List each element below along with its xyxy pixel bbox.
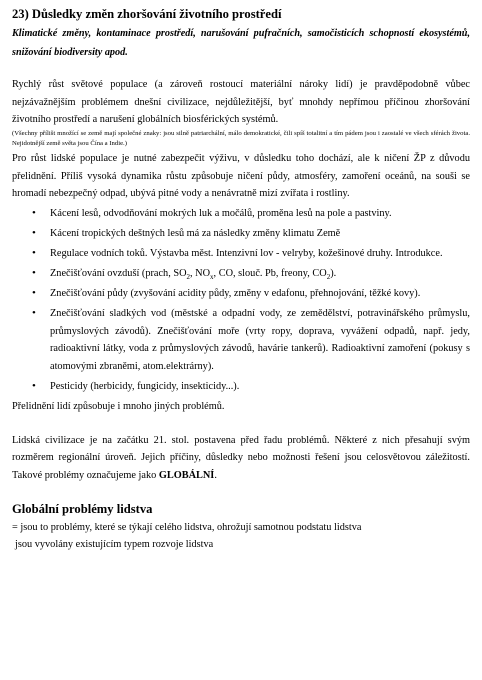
list-item: • Regulace vodních toků. Výstavba měst. Intenzivní lov - velryby, kožešinové druhy. Introdukce. — [12, 245, 470, 263]
list-item: • Znečišťování půdy (zvyšování acidity půdy, změny v edafonu, přehnojování, těžké kovy). — [12, 285, 470, 303]
definition-line: = jsou to problémy, které se týkají celého lidstva, ohrožují samotnou podstatu lidstva — [12, 521, 362, 533]
list-item: • Pesticidy (herbicidy, fungicidy, insekticidy...). — [12, 378, 470, 396]
bullet-list — [12, 205, 470, 396]
bullet-icon: • — [32, 380, 36, 393]
civilization-paragraph: Lidská civilizace je na začátku 21. stol. postavena před řadu problémů. Některé z nich přesahují svým rozměrem regionální úroveň. Jejich příčiny, důsledky nebo možnosti řešení jsou celosvětovou záležitostí. Takové problémy označujeme jako GLOBÁLNÍ. — [12, 434, 470, 481]
bullet-icon: • — [32, 307, 36, 320]
section-heading: Globální problémy lidstva — [12, 501, 153, 516]
list-item: • Kácení lesů, odvodňování mokrých luk a močálů, proměna lesů na pole a pastviny. — [12, 205, 470, 223]
intro-paragraph: Rychlý růst světové populace (a zároveň rostoucí materiální nároky lidí) je pravděpodobně vůbec nejzávažnějším problémem dnešní civilizace, nejdůležitější, byť mnohdy nepřímou příčinou zhoršování životního prostředí a narušení globálních biosférických systémů. — [12, 79, 470, 126]
definition-line: jsou vyvolány existujícím typem rozvoje lidstva — [15, 539, 214, 551]
list-item: • Znečišťování ovzduší (prach, $SO_2$, $NO_x$, CO, slouč. Pb, freony, $CO_2$). — [32, 267, 337, 282]
bullet-icon: • — [32, 226, 36, 239]
global-keyword: GLOBÁLNÍ — [158, 469, 215, 481]
bullet-icon: • — [32, 287, 36, 300]
document-page — [12, 6, 470, 554]
page-title: 23) Důsledky změn zhoršování životního prostředí — [12, 7, 282, 21]
bullet-icon: • — [32, 206, 36, 219]
list-item: • Znečišťování sladkých vod (městské a odpadní vody, ze zemědělství, potravinářského průmyslu, průmyslových závodů). Znečišťování moře (vrty ropy, doprava, vyvážení odpadů, např. jedy, radioaktivní látky, voda z průmyslových závodů, havárie tankerů). Radioaktivní zamoření (pokusy s atomovými zbraněmi, atom.elektrárny). — [32, 307, 470, 372]
list-item: • Kácení tropických deštných lesů má za následky změny klimatu Země — [12, 225, 470, 243]
overpopulation-line: Přelidnění lidí způsobuje i mnoho jiných problémů. — [12, 401, 225, 413]
growth-paragraph: Pro růst lidské populace je nutné zabezpečit výživu, v důsledku toho dochází, ale k ničení ŽP z důvodu přelidnění. Příliš vysoká dynamika růstu způsobuje ničení půdy, atmosféry, zamoření oceánů, na souši se hromadí nebezpečný odpad, ubývá pitné vody a nenávratně mizí zvířata i rostliny. — [12, 152, 470, 200]
bullet-icon: • — [32, 246, 36, 259]
subtitle: Klimatické změny, kontaminace prostředí, narušování pufračních, samočisticích schopností ekosystémů, snižování biodiversity apod. — [12, 28, 470, 58]
note-paragraph: (Všechny přílišt množící se země mají společné znaky: jsou silně patriarchální, málo demokratické, čili spíš totalitní a tím pádem jsou i zaostalé ve všech sférách života. Nejidotnější země světa jsou Čína a Indie.) — [12, 129, 470, 148]
bullet-icon: • — [32, 267, 36, 280]
